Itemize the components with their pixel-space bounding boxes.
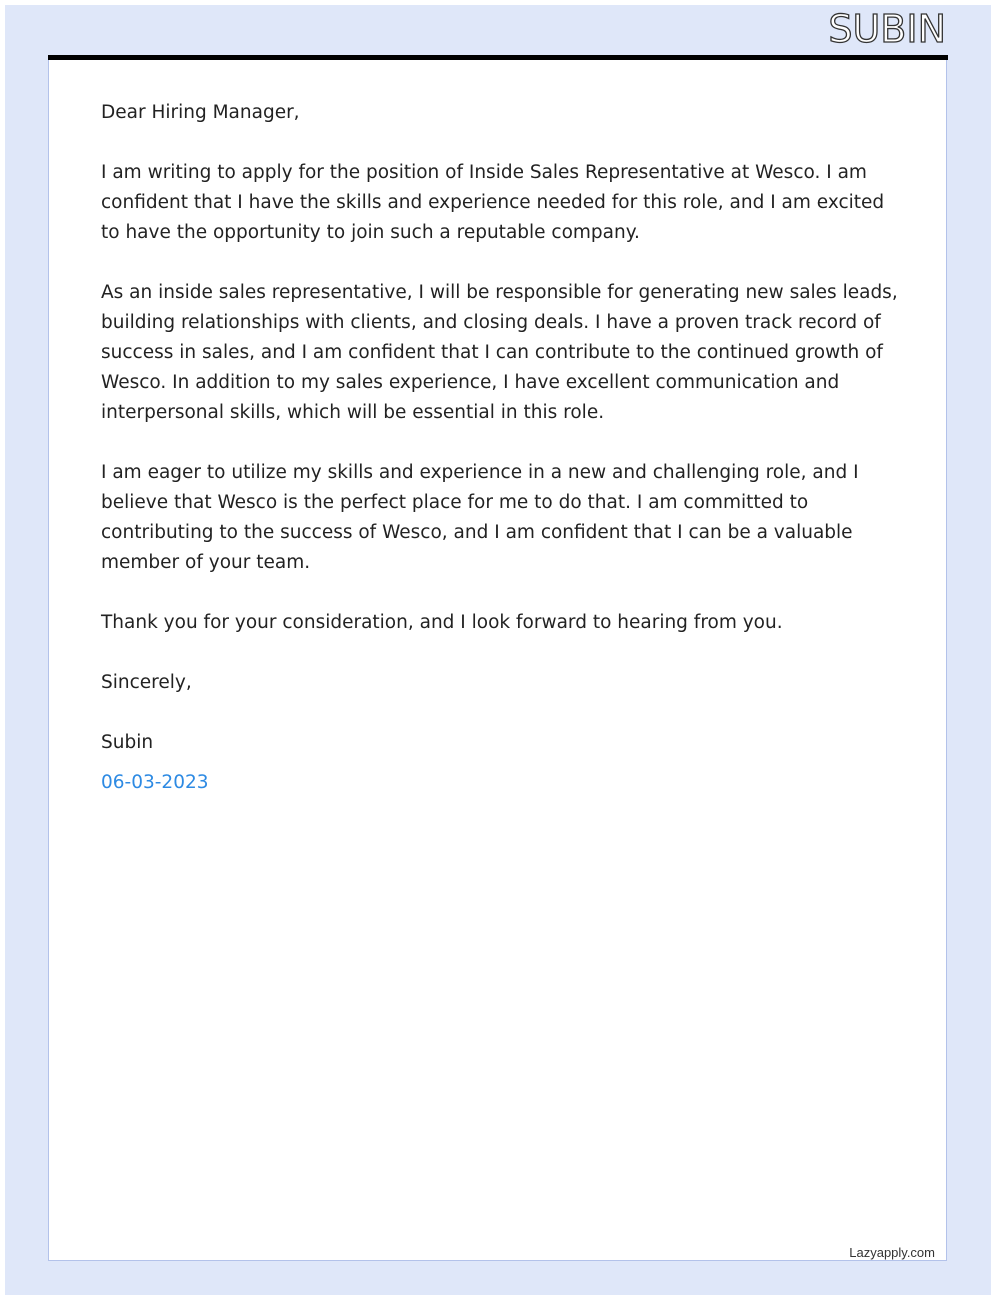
signature-name: Subin (101, 732, 154, 753)
closing: Sincerely, (101, 672, 192, 693)
letter-paragraph: I am eager to utilize my skills and experience in a new and challenging role, and I believe that Wesco is the perfect place for me to do that. I am committed to contributing to the success of Wesco, and I am confident that I can be a valuable member of your team. (101, 462, 859, 573)
letter-date: 06-03-2023 (101, 772, 209, 793)
letter-paragraph: As an inside sales representative, I will be responsible for generating new sales leads, building relationships with clients, and closing deals. I have a proven track record of success in sales, and I am confident that I can contribute to the continued growth of Wesco. In addition to my sales experience, I have excellent communication and interpersonal skills, which will be essential in this role. (101, 282, 898, 423)
letter-page (48, 60, 947, 1261)
lazyapply-watermark[interactable]: Lazyapply.com (849, 1245, 935, 1260)
brand-name: SUBIN (828, 7, 946, 51)
letter-body (101, 98, 901, 798)
letter-paragraph: Thank you for your consideration, and I look forward to hearing from you. (101, 612, 783, 633)
greeting: Dear Hiring Manager, (101, 102, 300, 123)
letter-paragraph: I am writing to apply for the position of Inside Sales Representative at Wesco. I am confident that I have the skills and experience needed for this role, and I am excited to have the opportunity to join such a reputable company. (101, 162, 885, 243)
